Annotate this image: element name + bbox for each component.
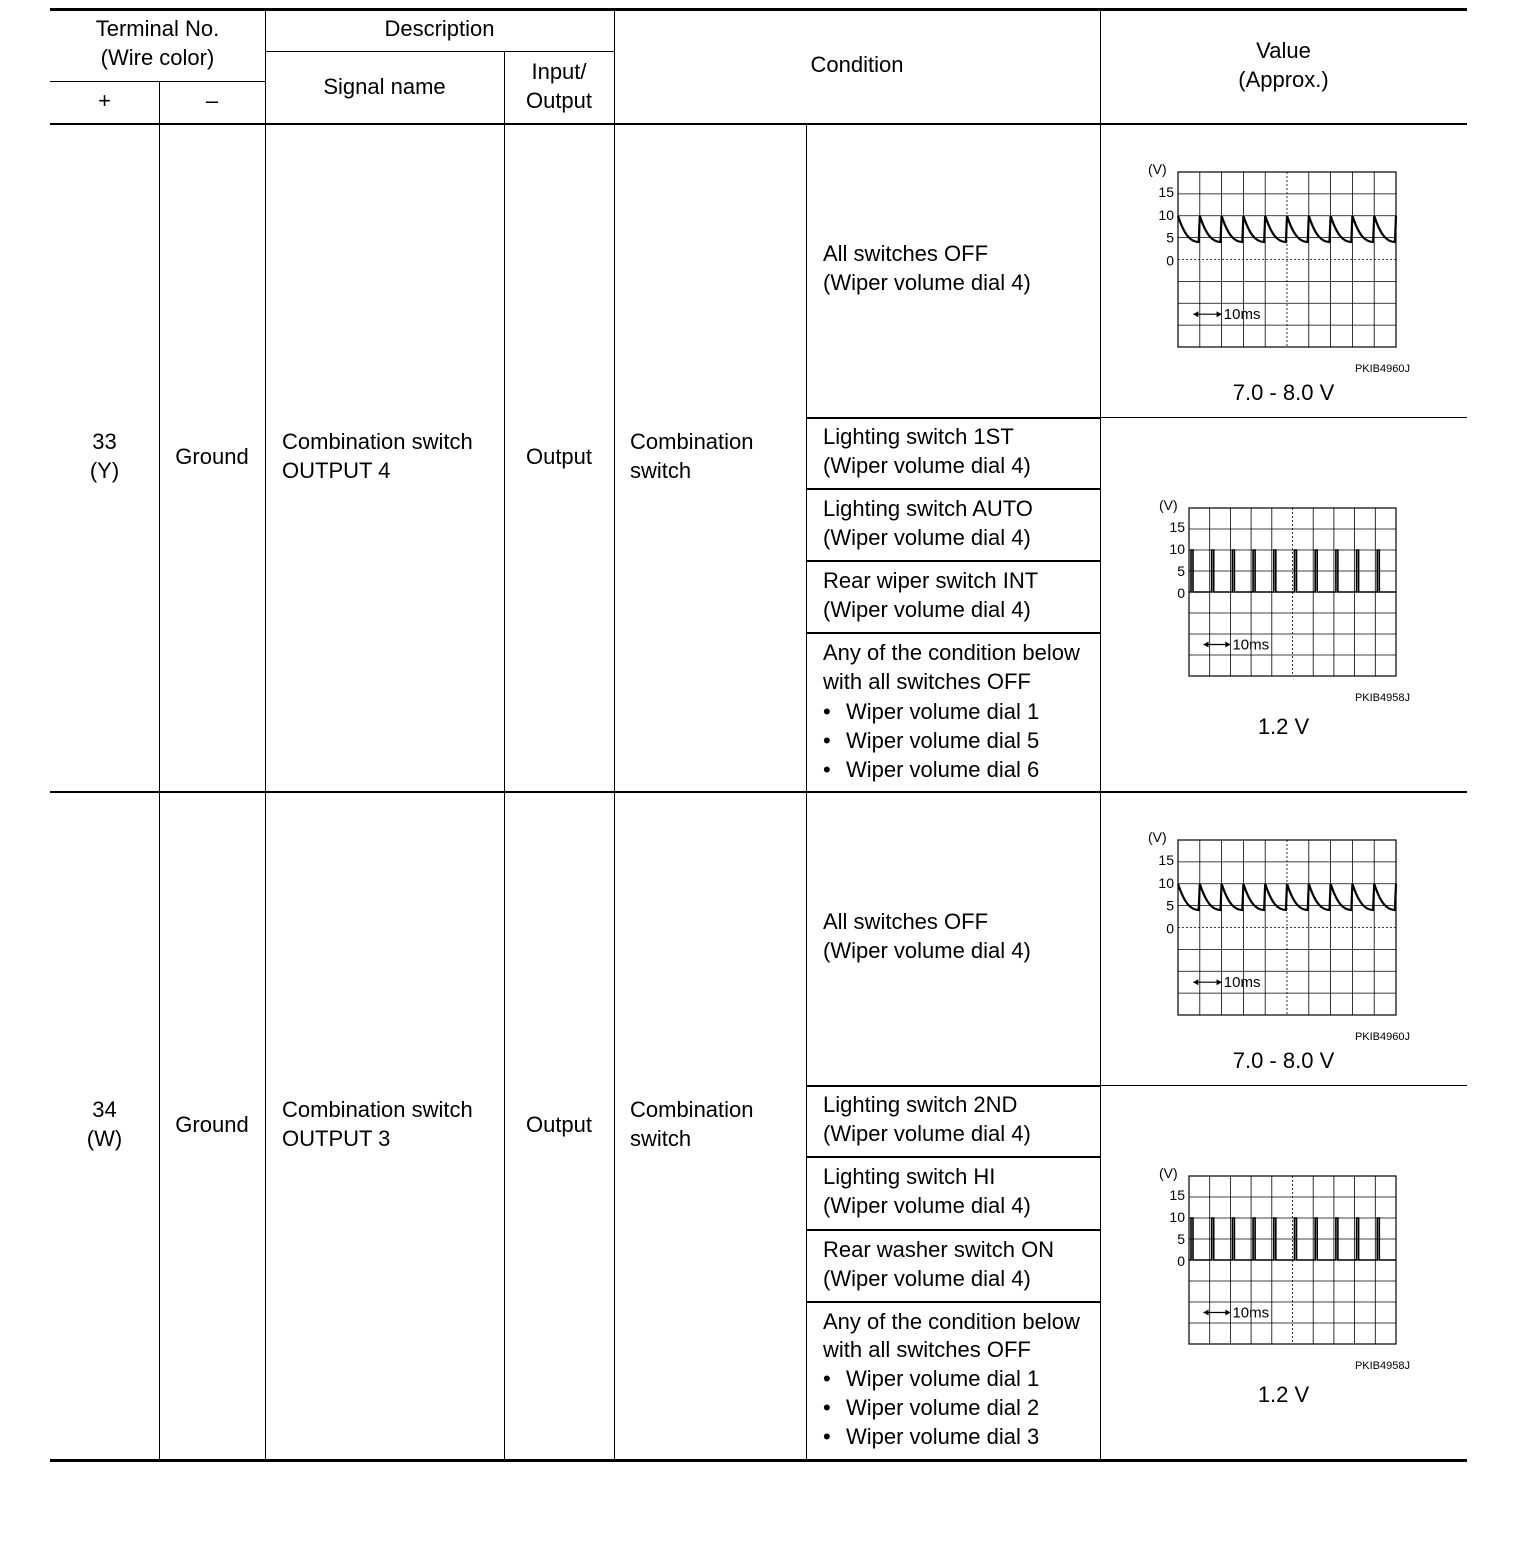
time-marker-arrow [1225,1310,1230,1316]
condition-subtext: (Wiper volume dial 4) [823,453,1031,478]
io-type: Output [525,1112,593,1137]
terminal-number: 34 [92,1097,117,1122]
header-terminal-no: Terminal No. [95,16,220,41]
header-approx: (Approx.) [1238,67,1329,92]
value-reading: 7.0 - 8.0 V [1232,1048,1335,1073]
y-tick-label: 15 [1169,1187,1185,1203]
figure-code: PKIB4958J [1354,692,1410,704]
time-marker-arrow [1193,311,1198,317]
header-minus: – [205,88,219,113]
time-scale-label: 10ms [1223,306,1261,324]
time-marker-arrow [1217,979,1222,985]
bullet-icon: • [823,699,831,724]
unit-label: (V) [1148,829,1167,845]
condition-subtext: (Wiper volume dial 4) [823,525,1031,550]
wire-color: (Y) [89,458,120,483]
y-tick-label: 0 [1177,585,1185,601]
terminal-number: 33 [92,429,117,454]
time-marker-arrow [1217,311,1222,317]
condition-text: All switches OFF [823,241,989,266]
header-condition: Condition [810,52,904,77]
any-condition-text: Any of the condition below [823,640,1080,665]
condition-subtext: (Wiper volume dial 4) [823,270,1031,295]
waveform-chart [1140,828,1430,1048]
condition-text: Rear washer switch ON [823,1237,1055,1262]
list-item: Wiper volume dial 2 [846,1395,1040,1420]
condition-subtext: (Wiper volume dial 4) [823,597,1031,622]
waveform-chart [1140,160,1430,380]
value-reading: 1.2 V [1257,1382,1310,1407]
time-marker-arrow [1203,1310,1208,1316]
y-tick-label: 10 [1169,1209,1185,1225]
signal-name-output: OUTPUT 3 [282,1126,391,1151]
any-condition-subtext: with all switches OFF [823,1337,1031,1362]
ground-terminal: Ground [175,444,249,469]
header-description: Description [384,16,495,41]
list-item: Wiper volume dial 5 [846,728,1040,753]
y-tick-label: 10 [1158,206,1174,223]
condition-text: Lighting switch HI [823,1164,996,1189]
condition-group: Combination [630,429,754,454]
condition-text: Lighting switch 1ST [823,424,1014,449]
condition-group: Combination [630,1097,754,1122]
any-condition-text: Any of the condition below [823,1309,1080,1334]
condition-group-2: switch [630,1126,692,1151]
condition-group-2: switch [630,458,692,483]
y-tick-label: 0 [1177,1253,1185,1269]
condition-subtext: (Wiper volume dial 4) [823,1121,1031,1146]
ground-terminal: Ground [175,1112,249,1137]
bullet-icon: • [823,1395,831,1420]
bullet-icon: • [823,1424,831,1449]
condition-text: All switches OFF [823,909,989,934]
condition-text: Rear wiper switch INT [823,568,1039,593]
y-tick-label: 5 [1166,229,1174,246]
unit-label: (V) [1159,1165,1178,1181]
any-condition-subtext: with all switches OFF [823,669,1031,694]
time-scale-label: 10ms [1223,974,1261,992]
io-type: Output [525,444,593,469]
list-item: Wiper volume dial 1 [846,1366,1040,1391]
condition-subtext: (Wiper volume dial 4) [823,938,1031,963]
y-tick-label: 5 [1177,1231,1185,1247]
y-tick-label: 15 [1169,519,1185,535]
condition-text: Lighting switch 2ND [823,1092,1018,1117]
condition-subtext: (Wiper volume dial 4) [823,1193,1031,1218]
y-tick-label: 0 [1166,252,1174,269]
y-tick-label: 15 [1158,183,1174,200]
unit-label: (V) [1148,161,1167,177]
list-item: Wiper volume dial 3 [846,1424,1040,1449]
y-tick-label: 0 [1166,920,1174,937]
y-tick-label: 5 [1177,563,1185,579]
signal-name-output: OUTPUT 4 [282,458,391,483]
bullet-icon: • [823,757,831,782]
time-marker-arrow [1225,642,1230,648]
header-output: Output [525,88,593,113]
time-marker-arrow [1193,979,1198,985]
signal-name: Combination switch [282,1097,473,1122]
header-input: Input/ [531,59,587,84]
waveform-trace [1178,216,1396,242]
y-tick-label: 10 [1158,874,1174,891]
value-reading: 7.0 - 8.0 V [1232,380,1335,405]
condition-text: Lighting switch AUTO [823,496,1033,521]
wire-color: (W) [86,1126,123,1151]
header-wire-color: (Wire color) [100,45,215,70]
y-tick-label: 5 [1166,897,1174,914]
waveform-chart [1140,1164,1430,1384]
signal-name: Combination switch [282,429,473,454]
list-item: Wiper volume dial 1 [846,699,1040,724]
header-signal-name: Signal name [323,74,446,99]
condition-subtext: (Wiper volume dial 4) [823,1266,1031,1291]
figure-code: PKIB4958J [1354,1360,1410,1372]
time-marker-arrow [1203,642,1208,648]
waveform-trace [1178,884,1396,910]
bullet-icon: • [823,728,831,753]
value-reading: 1.2 V [1257,714,1310,739]
y-tick-label: 10 [1169,541,1185,557]
y-tick-label: 15 [1158,851,1174,868]
bullet-icon: • [823,1366,831,1391]
list-item: Wiper volume dial 6 [846,757,1040,782]
time-scale-label: 10ms [1232,1304,1270,1322]
figure-code: PKIB4960J [1354,1031,1410,1043]
figure-code: PKIB4960J [1354,363,1410,375]
waveform-chart [1140,496,1430,716]
header-value: Value [1256,38,1311,63]
time-scale-label: 10ms [1232,636,1270,654]
unit-label: (V) [1159,497,1178,513]
header-plus: + [98,88,111,113]
